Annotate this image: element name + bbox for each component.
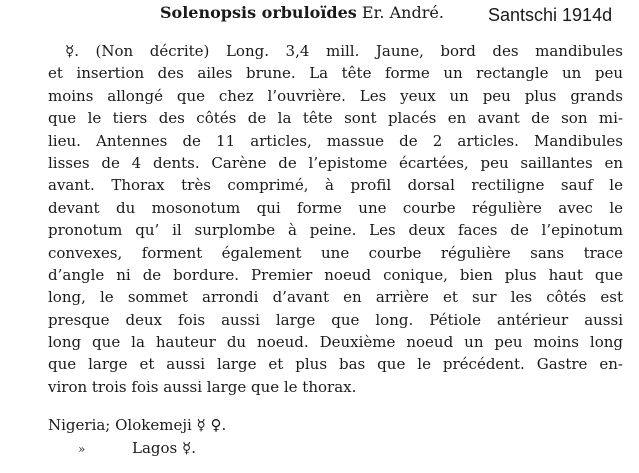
text-line: d’angle ni de bordure. Premier noeud conique, bien plus haut que	[48, 265, 623, 284]
text-line: viron trois fois aussi large que le thorax.	[48, 377, 357, 396]
text-line: presque deux fois aussi large que long. Pétiole antérieur aussi	[48, 310, 623, 329]
species-author: Er. André.	[361, 3, 444, 22]
locality-line-2	[78, 437, 196, 460]
locality-line-1: Nigeria; Olokemeji ☿ ♀.	[48, 416, 227, 434]
text-line: que large et aussi large et plus bas que le précédent. Gastre en-	[48, 355, 623, 374]
description-paragraph	[48, 40, 623, 398]
reference-tag: Santschi 1914d	[488, 5, 613, 25]
text-line: convexes, forment également une courbe régulière sans trace	[48, 243, 623, 262]
text-line: ☿. (Non décrite) Long. 3,4 mill. Jaune, bord des mandibules	[65, 42, 623, 60]
text-line: long que la hauteur du noeud. Deuxième noeud un peu moins long	[48, 333, 623, 352]
text-line: long, le sommet arrondi d’avant en arrière et sur les côtés est	[48, 288, 623, 307]
ditto-mark: »	[78, 442, 86, 456]
species-name: Solenopsis orbuloïdes	[160, 3, 357, 22]
page-header	[0, 2, 639, 26]
text-line: lieu. Antennes de 11 articles, massue de 2 articles. Mandibules	[48, 131, 623, 150]
text-line: moins allongé que chez l’ouvrière. Les yeux un peu plus grands	[48, 86, 623, 105]
locality-name: Lagos ☿.	[132, 439, 196, 457]
text-line: avant. Thorax très comprimé, à profil dorsal rectiligne sauf le	[48, 176, 623, 195]
text-line: et insertion des ailes brune. La tête forme un rectangle un peu	[48, 64, 623, 83]
text-line: pronotum qu’ il surplombe à peine. Les deux faces de l’epinotum	[48, 221, 623, 240]
text-line: que le tiers des côtés de la tête sont placés en avant de son mi-	[48, 109, 623, 128]
text-line: lisses de 4 dents. Carène de l’epistome écartées, peu saillantes en	[48, 153, 623, 172]
species-heading	[160, 3, 444, 22]
text-line: devant du mosonotum qui forme une courbe régulière avec le	[48, 198, 623, 217]
